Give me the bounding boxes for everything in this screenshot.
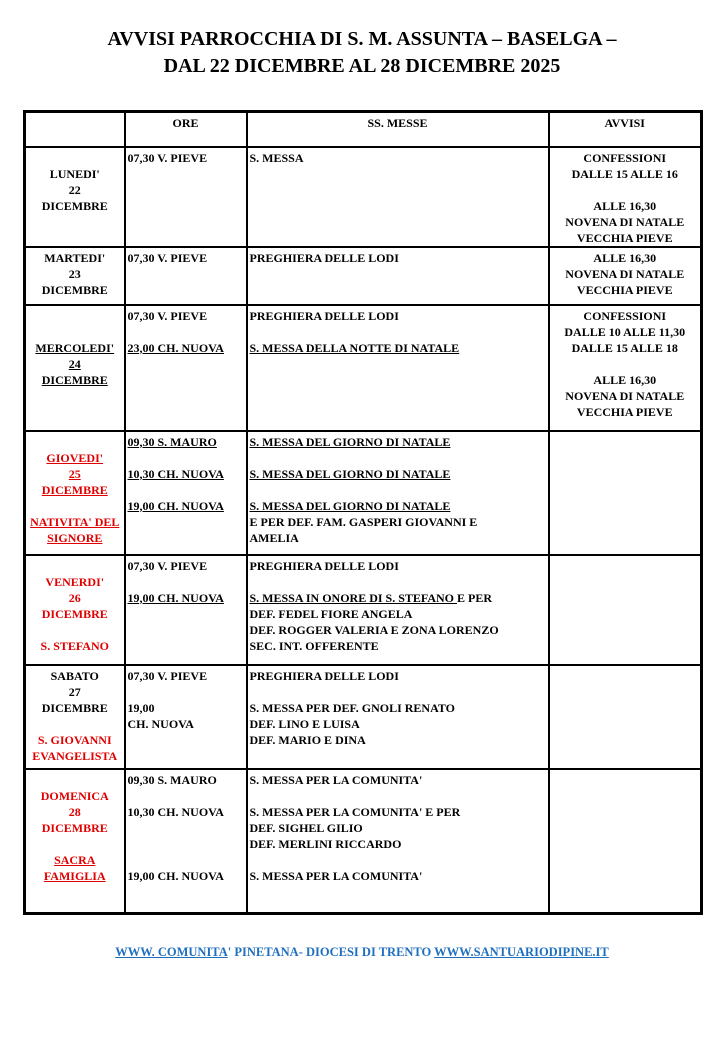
mass-schedule-table — [23, 110, 703, 915]
text-span: DEF. ROGGER VALERIA E ZONA LORENZO — [249, 622, 499, 637]
text-span: ALLE 16,30 — [593, 198, 657, 213]
cell-line — [250, 836, 546, 852]
text-span: S. STEFANO — [40, 638, 109, 653]
cell-line — [250, 868, 546, 884]
day-cell — [25, 769, 125, 914]
text-span: 07,30 V. PIEVE — [127, 250, 208, 265]
cell-line — [28, 434, 122, 450]
cell-line — [250, 498, 546, 514]
cell-line — [28, 772, 122, 788]
text-span: VECCHIA PIEVE — [576, 282, 673, 297]
text-span: DICEMBRE — [41, 282, 108, 297]
page-title-line1: AVVISI PARROCCHIA DI S. M. ASSUNTA – BASELGA – — [107, 28, 617, 50]
ore-cell — [125, 247, 247, 305]
text-span: GIOVEDI' — [46, 450, 104, 465]
day-cell — [25, 305, 125, 431]
ore-cell — [125, 431, 247, 555]
cell-line — [250, 514, 546, 530]
text-span: 22 — [68, 182, 81, 197]
text-span: S. GIOVANNI — [37, 732, 112, 747]
cell-line — [28, 868, 122, 884]
cell-line — [250, 684, 546, 700]
text-span: FAMIGLIA — [43, 868, 106, 883]
ore-cell — [125, 147, 247, 247]
cell-line — [28, 324, 122, 340]
text-span: ALLE 16,30 — [593, 250, 657, 265]
cell-line — [128, 684, 244, 700]
ore-cell — [125, 769, 247, 914]
avvisi-cell — [549, 665, 702, 769]
cell-line — [128, 772, 244, 788]
text-span: DICEMBRE — [41, 372, 108, 387]
cell-line — [28, 340, 122, 356]
cell-line — [128, 466, 244, 482]
cell-line — [28, 182, 122, 198]
page-title — [0, 26, 724, 80]
cell-line — [128, 558, 244, 574]
text-span: PREGHIERA DELLE LODI — [249, 558, 399, 573]
text-span: SEC. INT. OFFERENTE — [249, 638, 379, 653]
cell-line — [552, 198, 699, 214]
footer-text: ' PINETANA- DIOCESI DI TRENTO — [227, 945, 435, 959]
cell-line — [250, 150, 546, 166]
footer-links — [0, 945, 724, 960]
avvisi-cell — [549, 769, 702, 914]
cell-line — [28, 150, 122, 166]
cell-line — [28, 514, 122, 530]
messe-cell — [247, 147, 549, 247]
cell-line — [28, 804, 122, 820]
cell-line — [552, 356, 699, 372]
cell-line — [28, 466, 122, 482]
text-span: MERCOLEDI' — [35, 340, 115, 355]
text-span: E PER DEF. FAM. GASPERI GIOVANNI E — [249, 514, 478, 529]
cell-line — [250, 820, 546, 836]
cell-line — [28, 198, 122, 214]
cell-line — [552, 404, 699, 420]
cell-line — [552, 150, 699, 166]
table-row — [25, 305, 702, 431]
cell-line — [552, 308, 699, 324]
cell-line — [250, 852, 546, 868]
header-messe: SS. MESSE — [247, 112, 549, 147]
cell-line — [552, 340, 699, 356]
cell-line — [250, 732, 546, 748]
cell-line — [250, 308, 546, 324]
cell-line — [250, 804, 546, 820]
cell-line — [250, 590, 546, 606]
table-row — [25, 769, 702, 914]
messe-cell — [247, 665, 549, 769]
text-span: SABATO — [50, 668, 99, 683]
cell-line — [250, 574, 546, 590]
footer-link[interactable]: WWW. COMUNITA — [115, 945, 228, 959]
text-span: LUNEDI' — [49, 166, 100, 181]
cell-line — [250, 606, 546, 622]
cell-line — [552, 250, 699, 266]
text-span: S. MESSA DEL GIORNO DI NATALE — [249, 498, 451, 513]
ore-cell — [125, 305, 247, 431]
text-span: DEF. SIGHEL GILIO — [249, 820, 363, 835]
cell-line — [250, 434, 546, 450]
table-row — [25, 665, 702, 769]
text-span: CH. NUOVA — [127, 716, 194, 731]
cell-line — [250, 638, 546, 654]
messe-cell — [247, 247, 549, 305]
text-span: 23 — [68, 266, 81, 281]
cell-line — [128, 700, 244, 716]
cell-line — [28, 638, 122, 654]
cell-line — [28, 716, 122, 732]
cell-line — [28, 590, 122, 606]
cell-line — [28, 622, 122, 638]
avvisi-cell — [549, 431, 702, 555]
cell-line — [28, 166, 122, 182]
cell-line — [28, 266, 122, 282]
messe-cell — [247, 769, 549, 914]
cell-line — [28, 606, 122, 622]
cell-line — [28, 282, 122, 298]
cell-line — [250, 324, 546, 340]
text-span: DICEMBRE — [41, 482, 108, 497]
cell-line — [28, 684, 122, 700]
cell-line — [28, 836, 122, 852]
header-ore: ORE — [125, 112, 247, 147]
text-span: 19,00 CH. NUOVA — [127, 868, 224, 883]
text-span: NOVENA DI NATALE — [565, 266, 685, 281]
messe-cell — [247, 305, 549, 431]
text-span: 19,00 CH. NUOVA — [127, 590, 224, 605]
cell-line — [250, 788, 546, 804]
cell-line — [552, 166, 699, 182]
cell-line — [28, 558, 122, 574]
text-span: VENERDI' — [45, 574, 105, 589]
text-span: 10,30 CH. NUOVA — [127, 466, 224, 481]
cell-line — [250, 250, 546, 266]
day-cell — [25, 247, 125, 305]
cell-line — [28, 574, 122, 590]
text-span: 07,30 V. PIEVE — [127, 308, 208, 323]
cell-line — [128, 788, 244, 804]
text-span: DICEMBRE — [41, 606, 108, 621]
text-span: 07,30 V. PIEVE — [127, 558, 208, 573]
cell-line — [28, 748, 122, 764]
text-span: DICEMBRE — [41, 198, 108, 213]
header-day — [25, 112, 125, 147]
text-span: 07,30 V. PIEVE — [127, 150, 208, 165]
cell-line — [128, 498, 244, 514]
cell-line — [250, 622, 546, 638]
text-span: 19,00 — [127, 700, 155, 715]
table-row — [25, 555, 702, 665]
cell-line — [28, 668, 122, 684]
cell-line — [552, 324, 699, 340]
cell-line — [128, 434, 244, 450]
text-span: E PER — [457, 590, 493, 605]
cell-line — [250, 700, 546, 716]
cell-line — [250, 450, 546, 466]
text-span: 10,30 CH. NUOVA — [127, 804, 224, 819]
text-span: DOMENICA — [40, 788, 109, 803]
avvisi-cell — [549, 305, 702, 431]
text-span: PREGHIERA DELLE LODI — [249, 308, 399, 323]
header-avvisi: AVVISI — [549, 112, 702, 147]
avvisi-cell — [549, 555, 702, 665]
cell-line — [28, 482, 122, 498]
cell-line — [128, 308, 244, 324]
text-span: S. MESSA PER LA COMUNITA' E PER — [249, 804, 461, 819]
cell-line — [250, 340, 546, 356]
text-span: NATIVITA' DEL — [30, 514, 120, 529]
text-span: 28 — [68, 804, 81, 819]
day-cell — [25, 147, 125, 247]
text-span: S. MESSA PER LA COMUNITA' — [249, 868, 423, 883]
cell-line — [28, 250, 122, 266]
text-span: DEF. LINO E LUISA — [249, 716, 360, 731]
cell-line — [28, 498, 122, 514]
text-span: S. MESSA DEL GIORNO DI NATALE — [249, 434, 451, 449]
text-span: PREGHIERA DELLE LODI — [249, 668, 399, 683]
cell-line — [552, 230, 699, 246]
text-span: 23,00 CH. NUOVA — [127, 340, 224, 355]
text-span: ALLE 16,30 — [593, 372, 657, 387]
cell-line — [128, 324, 244, 340]
cell-line — [552, 182, 699, 198]
footer-link[interactable]: WWW.SANTUARIODIPINE.IT — [434, 945, 609, 959]
text-span: SIGNORE — [47, 530, 103, 545]
cell-line — [128, 150, 244, 166]
text-span: 27 — [68, 684, 81, 699]
cell-line — [128, 820, 244, 836]
avvisi-cell — [549, 247, 702, 305]
text-span: S. MESSA PER DEF. GNOLI RENATO — [249, 700, 455, 715]
text-span: 09,30 S. MAURO — [127, 772, 217, 787]
cell-line — [28, 356, 122, 372]
table-row — [25, 147, 702, 247]
cell-line — [552, 266, 699, 282]
cell-line — [28, 820, 122, 836]
cell-line — [128, 590, 244, 606]
cell-line — [128, 852, 244, 868]
ore-cell — [125, 665, 247, 769]
text-span: 25 — [68, 466, 81, 481]
cell-line — [250, 716, 546, 732]
text-span: VECCHIA PIEVE — [576, 404, 673, 419]
text-span: 24 — [68, 356, 81, 371]
cell-line — [250, 558, 546, 574]
text-span: VECCHIA PIEVE — [576, 230, 673, 245]
cell-line — [552, 282, 699, 298]
cell-line — [128, 836, 244, 852]
day-cell — [25, 555, 125, 665]
cell-line — [552, 214, 699, 230]
header-row — [25, 112, 702, 147]
text-span: DEF. MERLINI RICCARDO — [249, 836, 402, 851]
cell-line — [128, 574, 244, 590]
cell-line — [128, 340, 244, 356]
cell-line — [128, 868, 244, 884]
cell-line — [28, 852, 122, 868]
text-span: DICEMBRE — [41, 820, 108, 835]
cell-line — [28, 788, 122, 804]
cell-line — [128, 668, 244, 684]
text-span: DALLE 15 ALLE 18 — [571, 340, 678, 355]
text-span: EVANGELISTA — [32, 748, 118, 763]
text-span: DICEMBRE — [41, 700, 108, 715]
text-span: S. MESSA IN ONORE DI S. STEFANO — [249, 590, 457, 605]
cell-line — [28, 530, 122, 546]
cell-line — [28, 450, 122, 466]
messe-cell — [247, 431, 549, 555]
page-title-line2: DAL 22 DICEMBRE AL 28 DICEMBRE 2025 — [163, 55, 561, 77]
cell-line — [128, 250, 244, 266]
cell-line — [28, 700, 122, 716]
cell-line — [250, 668, 546, 684]
text-span: S. MESSA — [249, 150, 304, 165]
table-row — [25, 247, 702, 305]
text-span: 26 — [68, 590, 81, 605]
text-span: S. MESSA DELLA NOTTE DI NATALE — [249, 340, 460, 355]
text-span: PREGHIERA DELLE LODI — [249, 250, 399, 265]
cell-line — [128, 716, 244, 732]
text-span: AMELIA — [249, 530, 299, 545]
text-span: 07,30 V. PIEVE — [127, 668, 208, 683]
cell-line — [552, 388, 699, 404]
day-cell — [25, 665, 125, 769]
text-span: S. MESSA DEL GIORNO DI NATALE — [249, 466, 451, 481]
text-span: CONFESSIONI — [583, 308, 667, 323]
cell-line — [28, 308, 122, 324]
text-span: DEF. FEDEL FIORE ANGELA — [249, 606, 413, 621]
text-span: S. MESSA PER LA COMUNITA' — [249, 772, 423, 787]
cell-line — [128, 482, 244, 498]
text-span: NOVENA DI NATALE — [565, 214, 685, 229]
cell-line — [250, 772, 546, 788]
cell-line — [128, 804, 244, 820]
text-span: MARTEDI' — [44, 250, 106, 265]
cell-line — [250, 466, 546, 482]
avvisi-cell — [549, 147, 702, 247]
text-span: DALLE 10 ALLE 11,30 — [564, 324, 686, 339]
text-span: NOVENA DI NATALE — [565, 388, 685, 403]
text-span: DEF. MARIO E DINA — [249, 732, 366, 747]
text-span: CONFESSIONI — [583, 150, 667, 165]
cell-line — [128, 450, 244, 466]
text-span: DALLE 15 ALLE 16 — [571, 166, 678, 181]
table-row — [25, 431, 702, 555]
text-span: 19,00 CH. NUOVA — [127, 498, 224, 513]
cell-line — [28, 732, 122, 748]
cell-line — [28, 372, 122, 388]
cell-line — [552, 372, 699, 388]
day-cell — [25, 431, 125, 555]
cell-line — [250, 530, 546, 546]
ore-cell — [125, 555, 247, 665]
text-span: SACRA — [54, 852, 96, 867]
messe-cell — [247, 555, 549, 665]
cell-line — [250, 482, 546, 498]
text-span: 09,30 S. MAURO — [127, 434, 217, 449]
